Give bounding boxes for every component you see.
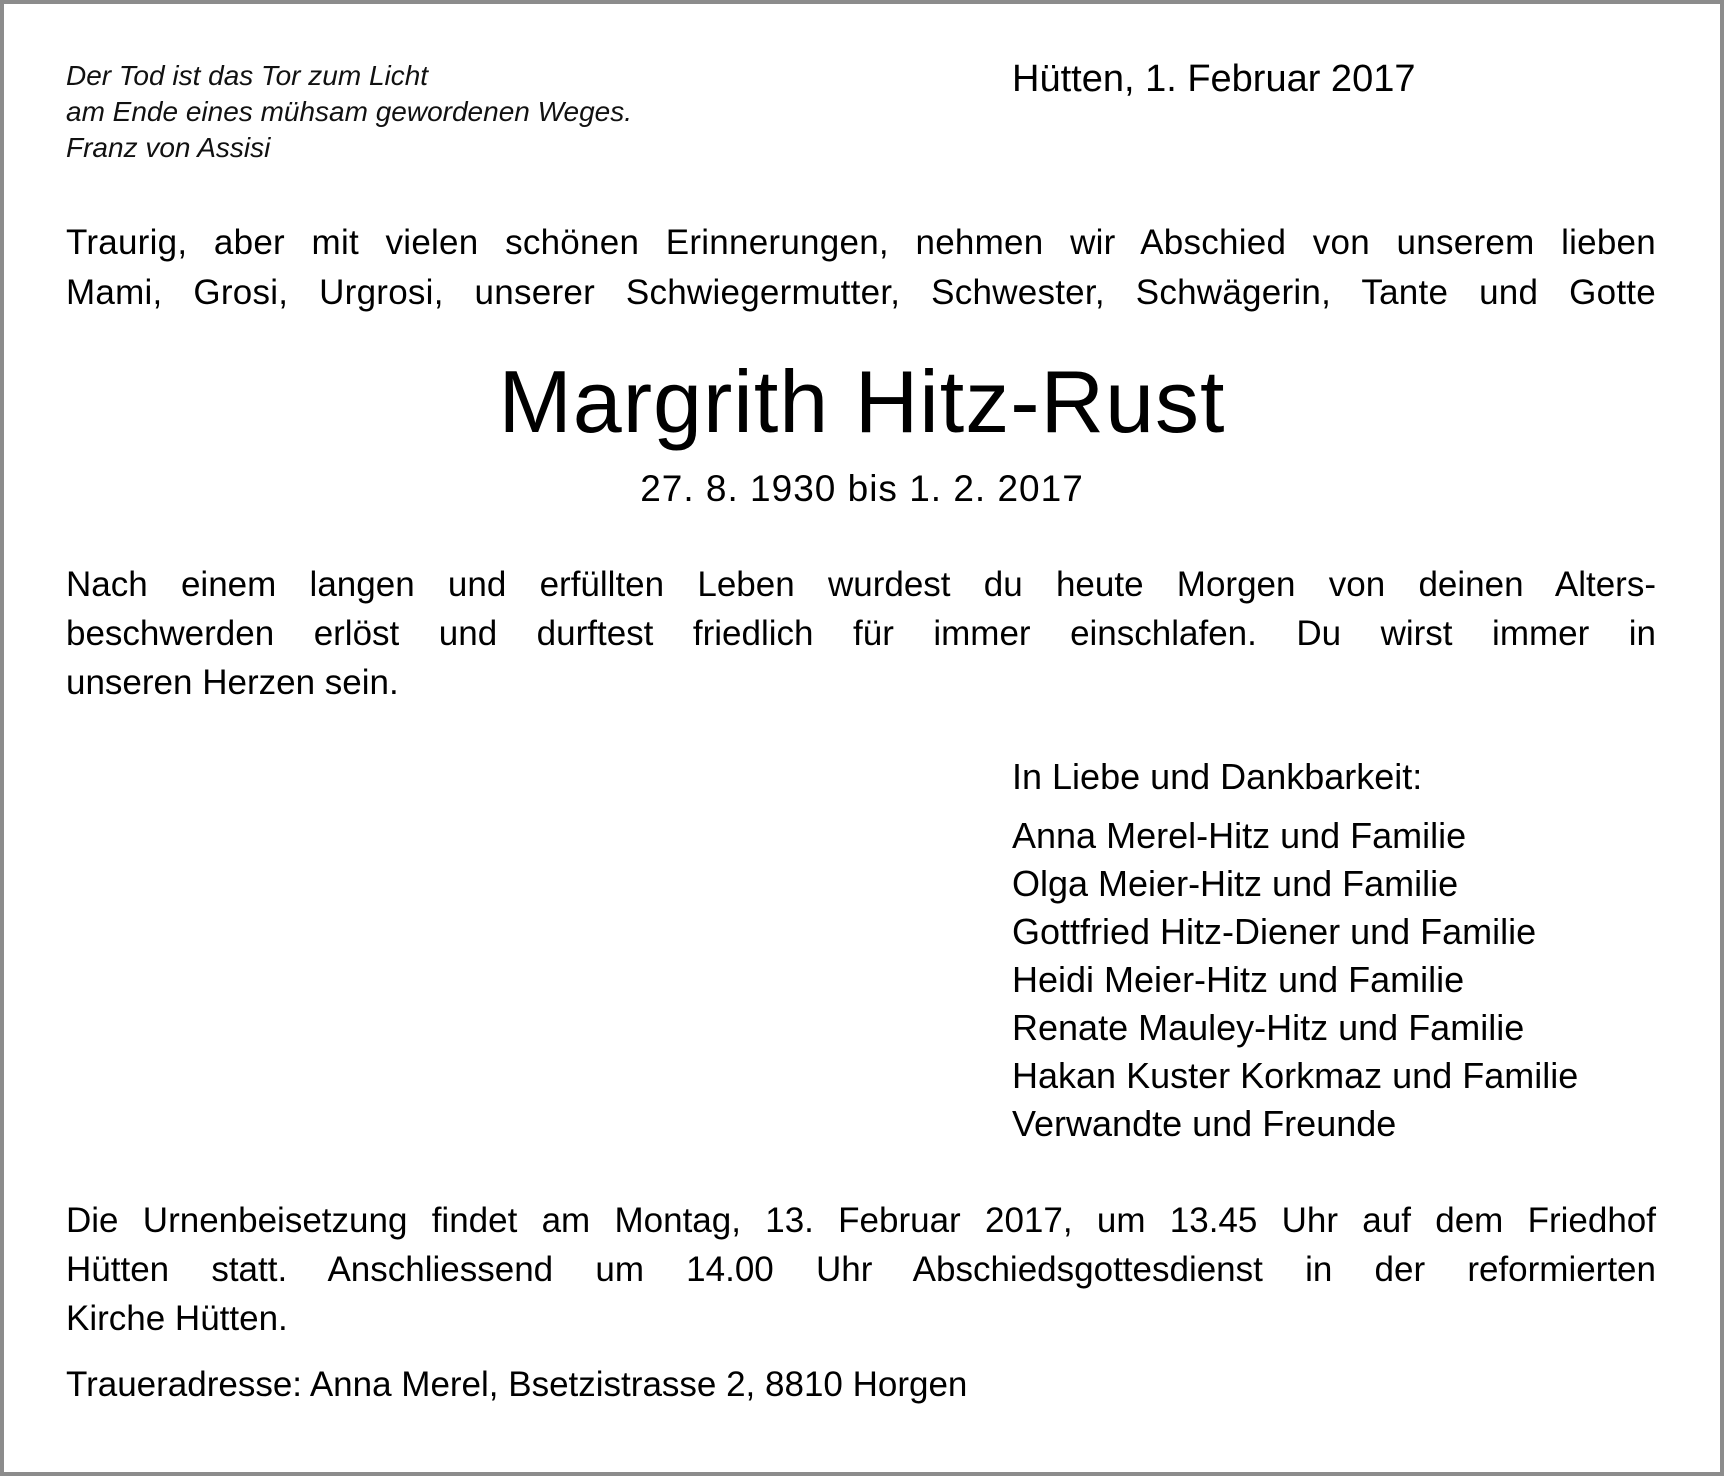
mourners-list — [1012, 812, 1578, 1148]
deceased-name: Margrith Hitz-Rust — [498, 352, 1226, 451]
closing-phrase: In Liebe und Dankbarkeit: — [1012, 756, 1423, 797]
message-paragraph — [66, 560, 1656, 707]
quote-line: Der Tod ist das Tor zum Licht — [66, 60, 429, 91]
mourning-address: Traueradresse: Anna Merel, Bsetzistrasse 2, 8810 Horgen — [66, 1365, 968, 1404]
mourner-item: Renate Mauley-Hitz und Familie — [1012, 1007, 1525, 1048]
mourner-item: Anna Merel-Hitz und Familie — [1012, 815, 1467, 856]
mourner-item: Verwandte und Freunde — [1012, 1103, 1397, 1144]
service-line: Die Urnenbeisetzung findet am Montag, 13. Februar 2017, um 13.45 Uhr auf dem Friedhof — [66, 1201, 1656, 1240]
quote-line: am Ende eines mühsam gewordenen Weges. — [66, 96, 633, 127]
intro-paragraph — [66, 218, 1656, 318]
intro-line: Mami, Grosi, Urgrosi, unserer Schwiegermutter, Schwester, Schwägerin, Tante und Gotte — [66, 273, 1656, 312]
intro-line: Traurig, aber mit vielen schönen Erinnerungen, nehmen wir Abschied von unserem lieben — [66, 223, 1656, 262]
mourner-item: Hakan Kuster Korkmaz und Familie — [1012, 1055, 1579, 1096]
message-line: Nach einem langen und erfüllten Leben wurdest du heute Morgen von deinen Alters- — [66, 565, 1656, 604]
lifespan-dates: 27. 8. 1930 bis 1. 2. 2017 — [640, 468, 1084, 509]
message-line: unseren Herzen sein. — [66, 663, 399, 702]
mourner-item: Gottfried Hitz-Diener und Familie — [1012, 911, 1537, 952]
message-line: beschwerden erlöst und durftest friedlich für immer einschlafen. Du wirst immer in — [66, 614, 1656, 653]
mourner-item: Heidi Meier-Hitz und Familie — [1012, 959, 1465, 1000]
mourner-item: Olga Meier-Hitz und Familie — [1012, 863, 1459, 904]
quote-author: Franz von Assisi — [66, 132, 271, 163]
service-line: Hütten statt. Anschliessend um 14.00 Uhr Abschiedsgottesdienst in der reformierten — [66, 1250, 1656, 1289]
service-line: Kirche Hütten. — [66, 1299, 288, 1338]
dateline: Hütten, 1. Februar 2017 — [1012, 58, 1416, 100]
epigraph-quote — [66, 58, 632, 166]
service-paragraph — [66, 1196, 1656, 1343]
